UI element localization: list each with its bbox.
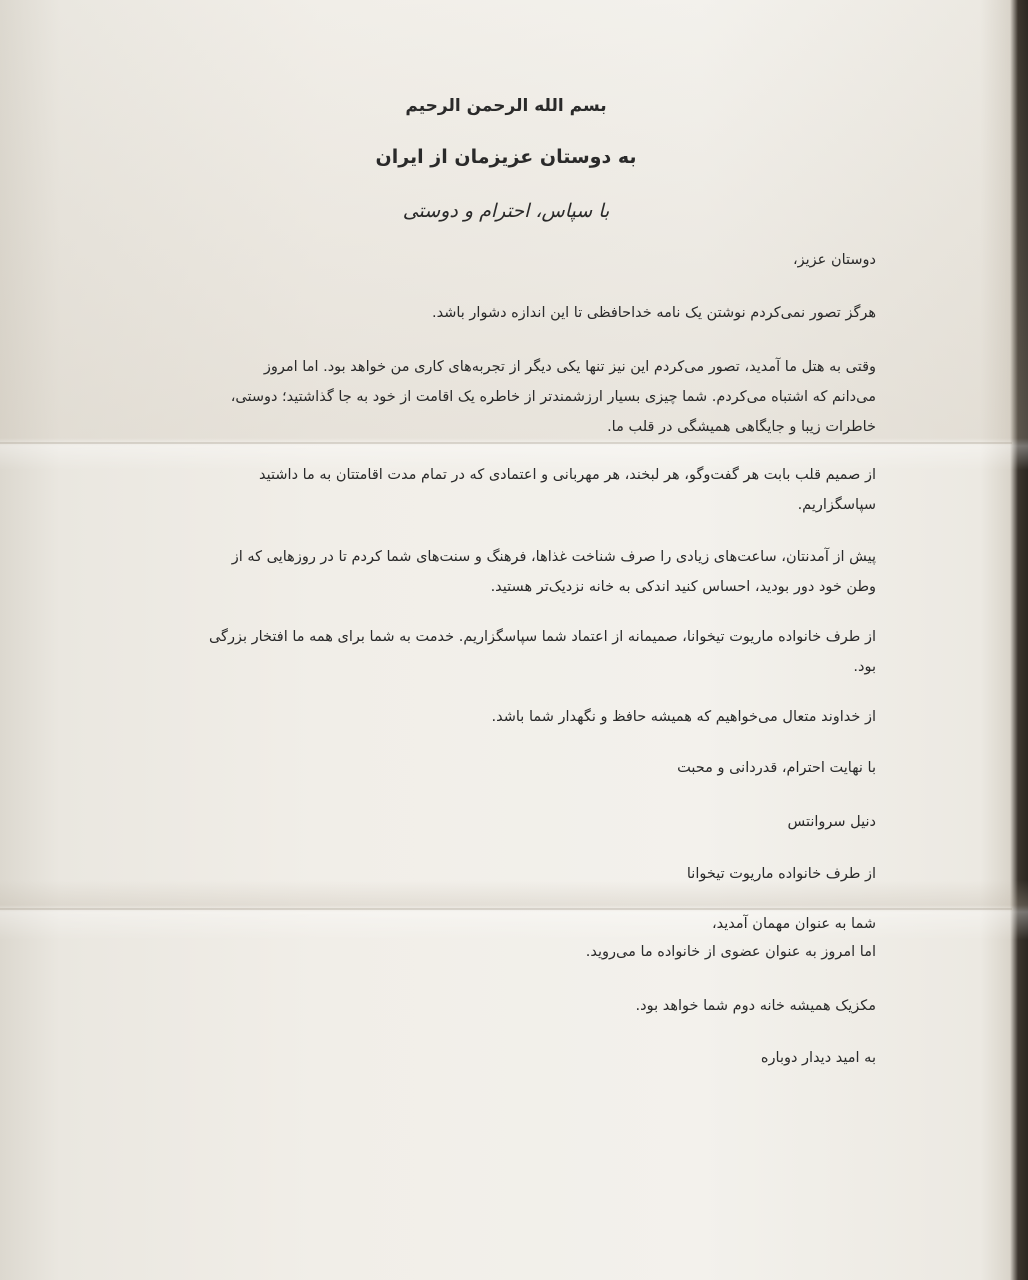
postscript-line: شما به عنوان مهمان آمدید، (711, 916, 876, 932)
postscript-line: اما امروز به عنوان عضوی از خانواده ما می‌روید. (585, 944, 876, 960)
paragraph-line: وطن خود دور بودید، احساس کنید اندکی به خانه نزدیک‌تر هستید. (490, 579, 876, 595)
paragraph-line: سپاسگزاریم. (797, 497, 876, 513)
paragraph-2 (156, 352, 876, 442)
paragraph-line: خاطرات زیبا و جایگاهی همیشگی در قلب ما. (607, 419, 876, 435)
paragraph-line: از صمیم قلب بابت هر گفت‌وگو، هر لبخند، هر مهربانی و اعتمادی که در تمام مدت اقامتتان به ما داشتید (259, 467, 876, 483)
paragraph-5 (156, 622, 876, 682)
paragraph-3 (156, 460, 876, 520)
paragraph-line: بود. (853, 659, 876, 675)
paragraph-line: از طرف خانواده ماریوت تیخوانا، صمیمانه از اعتماد شما سپاسگزاریم. خدمت به شما برای همه ما افتخار بزرگی (208, 629, 876, 645)
postscript-line: مکزیک همیشه خانه دوم شما خواهد بود. (635, 998, 876, 1014)
paragraph-1 (156, 298, 876, 328)
farewell-line: به امید دیدار دوباره (760, 1050, 876, 1066)
letter-title: به دوستان عزیزمان از ایران (375, 146, 637, 168)
letter-subtitle: با سپاس، احترام و دوستی (402, 200, 610, 222)
paragraph-4 (156, 542, 876, 602)
closing: با نهایت احترام، قدردانی و محبت (677, 760, 876, 776)
signature-name: دنیل سروانتس (787, 814, 876, 830)
paragraph-line: هرگز تصور نمی‌کردم نوشتن یک نامه خداحافظی تا این اندازه دشوار باشد. (432, 305, 876, 321)
bismillah-heading: بسم الله الرحمن الرحیم (405, 96, 607, 116)
paper-fold-line (0, 442, 1012, 444)
paragraph-line: وقتی به هتل ما آمدید، تصور می‌کردم این نیز تنها یکی دیگر از تجربه‌های کاری من خواهد بود. اما امروز (263, 359, 876, 375)
paragraph-6 (156, 702, 876, 732)
paragraph-line: پیش از آمدنتان، ساعت‌های زیادی را صرف شناخت غذاها، فرهنگ و سنت‌های شما کردم تا در روزهایی که از (231, 549, 876, 565)
sender-line: از طرف خانواده ماریوت تیخوانا (686, 866, 876, 882)
paper-fold-line (0, 908, 1012, 910)
greeting: دوستان عزیز، (792, 252, 876, 268)
paragraph-line: می‌دانم که اشتباه می‌کردم. شما چیزی بسیار ارزشمندتر از خاطره یک اقامت از خود به جا گذاشتید؛ دوستی، (230, 389, 876, 405)
paragraph-line: از خداوند متعال می‌خواهیم که همیشه حافظ و نگهدار شما باشد. (491, 709, 876, 725)
